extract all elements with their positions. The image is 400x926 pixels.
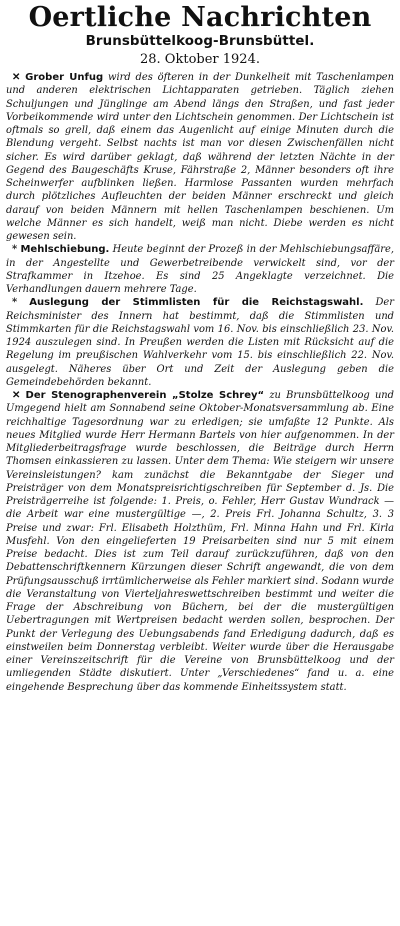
article-text: zu Brunsbüttelkoog und Umgegend hielt am Sonnabend seine Oktober-Monatsversammlung ab. Eine reichhaltige Tagesordnung war zu erledigen; sie umfaßte 12 Punkte. Als neues Mitglied wurde Herr Hermann Bartels von hier aufgenommen. In der Mitgliederbeitragsfrage wurde beschlossen, die Beiträge durch Herrn Thomsen einkassieren zu lassen. Unter dem Thema: Wie steigern wir unsere Vereinsleistungen? kam zunächst die Bekanntgabe der Sieger und Preisträger von dem Monatspreisrichtigschreiben für September d. Js. Die Preisträgerreihe ist folgende: 1. Preis, o. Fehler, Herr Gustav Wundrack — die Arbeit war eine mustergültige —, 2. Preis Frl. Johanna Schultz, 3. 3 Preise und zwar: Frl. Elisabeth Holzthüm, Frl. Minna Hahn und Frl. Kirla Musfehl. Von den eingelieferten 19 Preisarbeiten sind nur 5 mit einem Preise bedacht. Dies ist zum Teil darauf zurückzuführen, daß von den Debattenschriftkennern Kürzungen dieser Schrift angewandt, die von dem Prüfungsausschuß irrtümlicherweise als Fehler markiert sind. Sodann wurde die Veranstaltung von Vierteljahreswettschreiben bestimmt und weiter die Frage der Abschreibung von Büchern, bei der die mustergültigen Uebertragungen mit Wertpreisen bedacht werden sollen, besprochen. Der Punkt der Verlegung des Uebungsabends fand Erledigung dadurch, daß es einstweilen beim Donnerstag verbleibt. Weiter wurde über die Herausgabe einer Vereinszeitschrift für die Vereine von Brunsbüttelkoog und der umliegenden Städte diskutiert. Unter „Verschiedenes“ fand u. a. eine eingehende Besprechung über das kommende Einheitssystem statt. bbox=[6, 390, 394, 693]
page-subtitle: Brunsbüttelkoog-Brunsbüttel. bbox=[85, 34, 315, 49]
article-text: wird des öfteren in der Dunkelheit mit Taschenlampen und anderen elektrischen Lichtapparaten getrieben. Täglich ziehen Schuljungen und Jünglinge am Abend längs den Straßen, und fast jeder Vorbeikommende wird unter den Lichtschein genommen. Der Lichtschein ist oftmals so grell, daß einem das Augenlicht auf einige Minuten durch die Blendung vergeht. Selbst nachts ist man vor diesen Zwischenfällen nicht sicher. Es wird darüber geklagt, daß während der letzten Nächte in der Gegend des Baugeschäfts Kruse, Fährstraße 2, Männer besonders oft ihre Scheinwerfer aufblinken ließen. Harmlose Passanten wurden mehrfach durch plötzliches Aufleuchten der beiden Männer erschreckt und gleich darauf von beiden Männern mit hellen Taschenlampen beschienen. Um welche Männer es sich handelt, weiß man nicht. Diebe werden es nicht gewesen sein. bbox=[6, 72, 394, 242]
masthead bbox=[6, 4, 394, 69]
section-marker: * bbox=[12, 244, 18, 256]
issue-date: 28. Oktober 1924. bbox=[140, 52, 260, 67]
article-headline: Auslegung der Stimmlisten für die Reichstagswahl. bbox=[29, 297, 364, 309]
page-title: Oertliche Nachrichten bbox=[28, 2, 372, 33]
article-grober-unfug bbox=[6, 71, 394, 243]
article-stimmlisten bbox=[6, 296, 394, 389]
section-marker: * bbox=[12, 297, 18, 309]
article-column bbox=[6, 71, 394, 694]
article-mehlschiebung bbox=[6, 243, 394, 296]
article-text: Heute beginnt der Prozeß in der Mehlschiebungsaffäre, in der Angestellte und Gewerbetreibende verwickelt sind, vor der Strafkammer in Itzehoe. Es sind 25 Angeklagte verzeichnet. Die Verhandlungen dauern mehrere Tage. bbox=[6, 244, 394, 295]
article-headline: Mehlschiebung. bbox=[20, 244, 110, 256]
section-marker: ✕ bbox=[12, 72, 21, 83]
article-stenographenverein bbox=[6, 389, 394, 694]
section-marker: ✕ bbox=[12, 390, 21, 401]
article-headline: Grober Unfug bbox=[25, 72, 104, 83]
article-headline: Der Stenographenverein „Stolze Schrey“ bbox=[25, 390, 265, 401]
article-text: Der Reichsminister des Innern hat bestimmt, daß die Stimmlisten und Stimmkarten für die Reichstagswahl vom 16. Nov. bis einschließlich 23. Nov. 1924 auszulegen sind. In Preußen werden die Listen mit Rücksicht auf die Regelung im preußischen Wahlverkehr vom 15. bis einschließlich 22. Nov. ausgelegt. Näheres über Ort und Zeit der Auslegung geben die Gemeindebehörden bekannt. bbox=[6, 297, 395, 388]
